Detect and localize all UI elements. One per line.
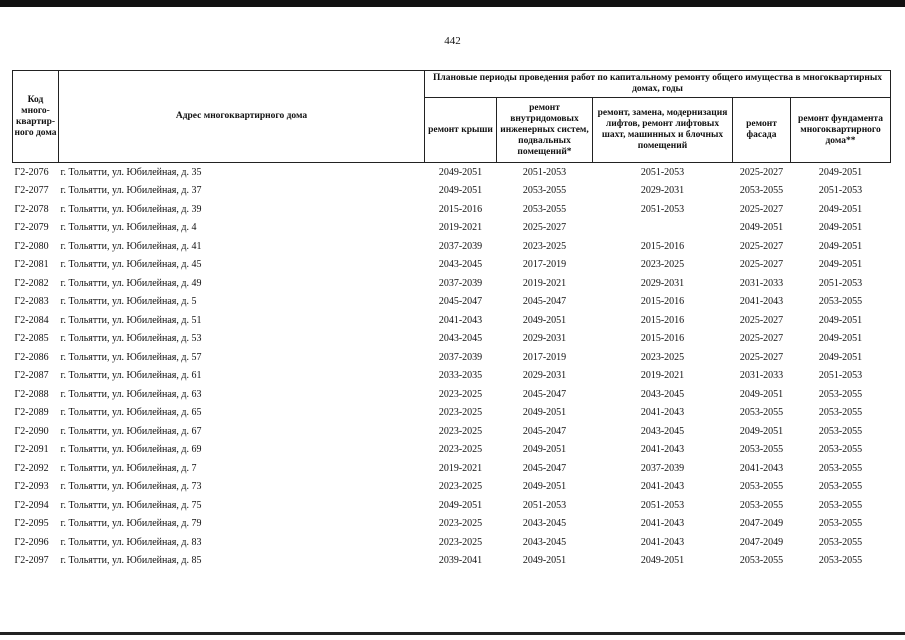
cell-foundation: 2051-2053 [818,277,863,289]
cell-foundation: 2053-2055 [818,481,863,493]
table-row [13,182,891,201]
cell-facade: 2025-2027 [739,259,784,271]
cell-lifts: 2029-2031 [640,185,685,197]
cell-roof: 2037-2039 [438,240,483,252]
cell-code: Г2-2095 [14,518,49,530]
cell-systems: 2049-2051 [522,314,567,326]
cell-address: г. Тольятти, ул. Юбилейная, д. 61 [60,370,202,382]
header-address: Адрес многоквартирного дома [59,71,425,163]
cell-roof: 2023-2025 [438,444,483,456]
cell-facade: 2049-2051 [739,425,784,437]
cell-foundation: 2053-2055 [818,499,863,511]
cell-foundation: 2049-2051 [818,351,863,363]
table-row [13,422,891,441]
cell-code: Г2-2087 [14,370,49,382]
cell-roof: 2043-2045 [438,259,483,271]
cell-address: г. Тольятти, ул. Юбилейная, д. 63 [60,388,202,400]
cell-systems: 2049-2051 [522,444,567,456]
table-row [13,459,891,478]
cell-facade: 2053-2055 [739,185,784,197]
cell-lifts: 2049-2051 [640,555,685,567]
cell-foundation: 2049-2051 [818,314,863,326]
cell-roof: 2023-2025 [438,536,483,548]
cell-address: г. Тольятти, ул. Юбилейная, д. 69 [60,444,202,456]
cell-address: г. Тольятти, ул. Юбилейная, д. 45 [60,259,202,271]
cell-lifts [593,219,733,238]
cell-roof: 2023-2025 [438,481,483,493]
cell-facade: 2041-2043 [739,296,784,308]
cell-lifts: 2041-2043 [640,536,685,548]
cell-roof: 2015-2016 [438,203,483,215]
cell-systems: 2049-2051 [522,407,567,419]
cell-lifts: 2041-2043 [640,518,685,530]
cell-lifts: 2029-2031 [640,277,685,289]
cell-facade: 2025-2027 [739,240,784,252]
cell-roof: 2039-2041 [438,555,483,567]
cell-foundation: 2053-2055 [818,444,863,456]
cell-code: Г2-2090 [14,425,49,437]
cell-lifts: 2041-2043 [640,481,685,493]
cell-code: Г2-2085 [14,333,49,345]
cell-systems: 2025-2027 [522,222,567,234]
cell-roof: 2037-2039 [438,351,483,363]
cell-address: г. Тольятти, ул. Юбилейная, д. 39 [60,203,202,215]
table-row [13,293,891,312]
table-row [13,256,891,275]
cell-code: Г2-2094 [14,499,49,511]
cell-lifts: 2019-2021 [640,370,685,382]
cell-systems: 2019-2021 [522,277,567,289]
cell-facade: 2047-2049 [739,518,784,530]
cell-code: Г2-2079 [14,222,49,234]
table-row [13,348,891,367]
cell-lifts: 2051-2053 [640,166,685,178]
table-row [13,219,891,238]
cell-facade: 2025-2027 [739,351,784,363]
cell-address: г. Тольятти, ул. Юбилейная, д. 57 [60,351,202,363]
cell-facade: 2053-2055 [739,481,784,493]
cell-code: Г2-2088 [14,388,49,400]
header-group: Плановые периоды проведения работ по капитальному ремонту общего имущества в многоквартирных домах, годы [425,71,891,98]
cell-foundation: 2053-2055 [818,555,863,567]
cell-code: Г2-2092 [14,462,49,474]
cell-lifts: 2023-2025 [640,351,685,363]
cell-facade: 2053-2055 [739,407,784,419]
table-row [13,385,891,404]
cell-roof: 2023-2025 [438,425,483,437]
cell-systems: 2049-2051 [522,555,567,567]
cell-lifts: 2015-2016 [640,296,685,308]
cell-roof: 2045-2047 [438,296,483,308]
cell-facade: 2053-2055 [739,499,784,511]
cell-code: Г2-2091 [14,444,49,456]
cell-foundation: 2053-2055 [818,536,863,548]
cell-lifts: 2041-2043 [640,407,685,419]
cell-foundation: 2051-2053 [818,370,863,382]
cell-systems: 2045-2047 [522,296,567,308]
cell-address: г. Тольятти, ул. Юбилейная, д. 53 [60,333,202,345]
cell-systems: 2049-2051 [522,481,567,493]
cell-address: г. Тольятти, ул. Юбилейная, д. 83 [60,536,202,548]
cell-code: Г2-2080 [14,240,49,252]
table-row [13,533,891,552]
cell-foundation: 2049-2051 [818,240,863,252]
table-row [13,441,891,460]
cell-facade: 2031-2033 [739,277,784,289]
cell-foundation: 2053-2055 [818,462,863,474]
cell-code: Г2-2084 [14,314,49,326]
cell-foundation: 2053-2055 [818,425,863,437]
cell-systems: 2045-2047 [522,462,567,474]
header-lifts: ремонт, замена, модернизация лифтов, ремонт лифтовых шахт, машинных и блочных помещений [593,98,733,163]
cell-code: Г2-2077 [14,185,49,197]
cell-foundation: 2049-2051 [818,166,863,178]
cell-systems: 2043-2045 [522,536,567,548]
cell-address: г. Тольятти, ул. Юбилейная, д. 85 [60,555,202,567]
cell-address: г. Тольятти, ул. Юбилейная, д. 51 [60,314,202,326]
cell-lifts: 2015-2016 [640,240,685,252]
cell-roof: 2019-2021 [438,222,483,234]
header-systems: ремонт внутридомовых инженерных систем, подвальных помещений* [497,98,593,163]
cell-lifts: 2015-2016 [640,314,685,326]
cell-facade: 2025-2027 [739,203,784,215]
cell-code: Г2-2083 [14,296,49,308]
cell-code: Г2-2078 [14,203,49,215]
table-row [13,496,891,515]
cell-address: г. Тольятти, ул. Юбилейная, д. 37 [60,185,202,197]
cell-code: Г2-2093 [14,481,49,493]
cell-facade: 2047-2049 [739,536,784,548]
header-code: Код много-квартир-ного дома [13,71,59,163]
cell-systems: 2029-2031 [522,333,567,345]
cell-lifts: 2015-2016 [640,333,685,345]
cell-foundation: 2049-2051 [818,259,863,271]
cell-address: г. Тольятти, ул. Юбилейная, д. 35 [60,166,202,178]
cell-roof: 2041-2043 [438,314,483,326]
cell-systems: 2053-2055 [522,203,567,215]
cell-systems: 2017-2019 [522,351,567,363]
cell-roof: 2023-2025 [438,407,483,419]
cell-code: Г2-2076 [14,166,49,178]
header-roof: ремонт крыши [425,98,497,163]
cell-lifts: 2051-2053 [640,499,685,511]
table-row [13,515,891,534]
page-number: 442 [444,35,461,47]
cell-code: Г2-2082 [14,277,49,289]
table-row [13,552,891,571]
cell-roof: 2049-2051 [438,166,483,178]
cell-facade: 2031-2033 [739,370,784,382]
table-row [13,163,891,182]
cell-lifts: 2037-2039 [640,462,685,474]
cell-lifts: 2041-2043 [640,444,685,456]
cell-facade: 2049-2051 [739,222,784,234]
cell-lifts: 2043-2045 [640,388,685,400]
header-facade: ремонт фасада [733,98,791,163]
top-border [0,0,905,7]
cell-systems: 2045-2047 [522,425,567,437]
cell-foundation: 2049-2051 [818,222,863,234]
cell-address: г. Тольятти, ул. Юбилейная, д. 41 [60,240,202,252]
repair-schedule-table [12,70,891,570]
cell-systems: 2023-2025 [522,240,567,252]
cell-lifts: 2043-2045 [640,425,685,437]
cell-address: г. Тольятти, ул. Юбилейная, д. 5 [60,296,197,308]
cell-foundation: 2053-2055 [818,518,863,530]
table-row [13,200,891,219]
cell-address: г. Тольятти, ул. Юбилейная, д. 7 [60,462,197,474]
cell-roof: 2033-2035 [438,370,483,382]
cell-systems: 2043-2045 [522,518,567,530]
cell-address: г. Тольятти, ул. Юбилейная, д. 4 [60,222,197,234]
cell-code: Г2-2081 [14,259,49,271]
cell-systems: 2017-2019 [522,259,567,271]
cell-systems: 2045-2047 [522,388,567,400]
cell-foundation: 2053-2055 [818,296,863,308]
cell-foundation: 2051-2053 [818,185,863,197]
cell-foundation: 2053-2055 [818,407,863,419]
cell-systems: 2051-2053 [522,499,567,511]
cell-roof: 2019-2021 [438,462,483,474]
bottom-border [0,632,905,635]
cell-facade: 2053-2055 [739,555,784,567]
table-body [13,163,891,571]
cell-facade: 2025-2027 [739,333,784,345]
cell-roof: 2049-2051 [438,499,483,511]
table-row [13,311,891,330]
cell-address: г. Тольятти, ул. Юбилейная, д. 49 [60,277,202,289]
cell-roof: 2049-2051 [438,185,483,197]
table-row [13,330,891,349]
table-header [13,71,891,163]
cell-foundation: 2049-2051 [818,333,863,345]
cell-code: Г2-2096 [14,536,49,548]
cell-foundation: 2053-2055 [818,388,863,400]
cell-roof: 2043-2045 [438,333,483,345]
cell-address: г. Тольятти, ул. Юбилейная, д. 75 [60,499,202,511]
cell-code: Г2-2089 [14,407,49,419]
cell-address: г. Тольятти, ул. Юбилейная, д. 65 [60,407,202,419]
cell-address: г. Тольятти, ул. Юбилейная, д. 67 [60,425,202,437]
cell-facade: 2025-2027 [739,166,784,178]
cell-code: Г2-2086 [14,351,49,363]
cell-facade: 2049-2051 [739,388,784,400]
cell-systems: 2051-2053 [522,166,567,178]
table-row [13,237,891,256]
cell-foundation: 2049-2051 [818,203,863,215]
cell-lifts: 2051-2053 [640,203,685,215]
cell-facade: 2041-2043 [739,462,784,474]
table-row [13,404,891,423]
cell-facade: 2025-2027 [739,314,784,326]
table-row [13,367,891,386]
cell-systems: 2029-2031 [522,370,567,382]
cell-facade: 2053-2055 [739,444,784,456]
cell-address: г. Тольятти, ул. Юбилейная, д. 73 [60,481,202,493]
cell-systems: 2053-2055 [522,185,567,197]
cell-roof: 2023-2025 [438,518,483,530]
table-row [13,274,891,293]
cell-roof: 2023-2025 [438,388,483,400]
cell-address: г. Тольятти, ул. Юбилейная, д. 79 [60,518,202,530]
header-foundation: ремонт фундамента многоквартирного дома** [791,98,891,163]
table-row [13,478,891,497]
cell-roof: 2037-2039 [438,277,483,289]
cell-code: Г2-2097 [14,555,49,567]
cell-lifts: 2023-2025 [640,259,685,271]
